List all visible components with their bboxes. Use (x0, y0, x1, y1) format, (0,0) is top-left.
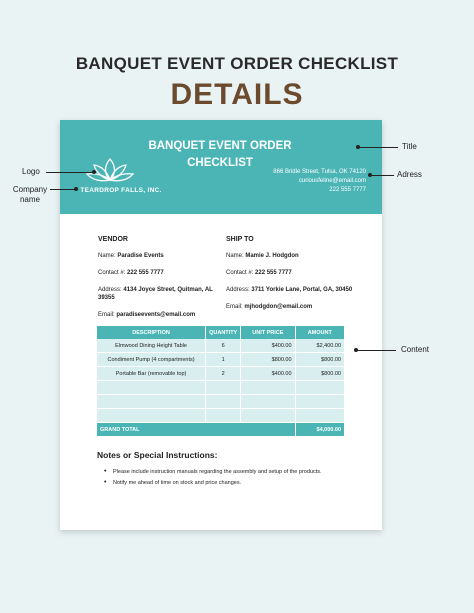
callout-company-dot (74, 187, 78, 191)
notes-list (104, 469, 364, 491)
vendor-name-row (98, 252, 228, 260)
cell-quantity (206, 409, 241, 423)
column-header: QUANTITY (206, 326, 241, 339)
cell-quantity: 1 (206, 353, 241, 367)
callout-logo-line (46, 172, 94, 173)
callout-company-line (50, 189, 76, 190)
ship-to-name-label: Name: (226, 253, 244, 259)
table-row (97, 409, 345, 423)
notes-title: Notes or Special Instructions: (97, 450, 218, 460)
cell-description (97, 381, 206, 395)
column-header: DESCRIPTION (97, 326, 206, 339)
cell-amount: $800.00 (295, 353, 344, 367)
callout-address-label: Adress (397, 170, 422, 179)
table-row (97, 367, 345, 381)
cell-description: Elmwood Dining Height Table (97, 339, 206, 353)
cell-unit-price: $400.00 (241, 367, 295, 381)
vendor-address-row (98, 286, 228, 302)
cell-description: Portable Bar (removable top) (97, 367, 206, 381)
table-row (97, 353, 345, 367)
callout-title-label: Title (402, 142, 417, 151)
note-item: • Notify me ahead of time on stock and price changes. (104, 480, 364, 486)
ship-to-email-row (226, 303, 356, 311)
callout-content-label: Content (401, 345, 430, 354)
cell-amount (295, 381, 344, 395)
callout-title-line (358, 147, 398, 148)
cell-quantity: 2 (206, 367, 241, 381)
document-banner (60, 120, 382, 214)
cell-amount (295, 395, 344, 409)
table-header-row (97, 326, 345, 339)
callout-address-line (370, 175, 394, 176)
vendor-heading: VENDOR (98, 236, 128, 243)
vendor-contact: 222 555 7777 (127, 270, 164, 276)
vendor-contact-label: Contact #: (98, 270, 126, 276)
page-subheading: DETAILS (170, 78, 304, 111)
callout-title-dot (356, 145, 360, 149)
address-email: curiousfeline@email.com (298, 178, 366, 184)
grand-total-label: GRAND TOTAL (97, 423, 295, 437)
vendor-address-label: Address: (98, 287, 122, 293)
ship-to-section (226, 236, 356, 320)
column-header: UNIT PRICE (241, 326, 295, 339)
vendor-email-row (98, 311, 228, 319)
vendor-name-label: Name: (98, 253, 116, 259)
grand-total-value: $4,000.00 (295, 423, 344, 437)
vendor-email: paradiseevents@email.com (116, 312, 196, 318)
cell-description (97, 409, 206, 423)
address-street: 866 Bridle Street, Tulsa, OK 74120 (273, 169, 366, 175)
address-phone: 222 555 7777 (329, 187, 366, 193)
table-row (97, 381, 345, 395)
cell-quantity (206, 395, 241, 409)
company-address (206, 168, 366, 195)
cell-amount (295, 409, 344, 423)
callout-logo-label: Logo (22, 167, 40, 176)
company-name: TEARDROP FALLS, INC. (80, 187, 162, 194)
cell-description (97, 395, 206, 409)
cell-description: Condiment Pump (4 compartments) (97, 353, 206, 367)
ship-to-name: Mamie J. Hodgdon (245, 253, 299, 259)
vendor-name: Paradise Events (117, 253, 164, 259)
ship-to-address-label: Address: (226, 287, 250, 293)
ship-to-name-row (226, 252, 356, 260)
cell-unit-price: $400.00 (241, 339, 295, 353)
ship-to-contact-label: Contact #: (226, 270, 254, 276)
callout-company-label: Company name (12, 185, 48, 204)
table-row (97, 339, 345, 353)
callout-address-dot (368, 173, 372, 177)
vendor-address: 4134 Joyce Street, Quitman, AL 39355 (98, 287, 213, 301)
cell-unit-price (241, 381, 295, 395)
document-title: BANQUET EVENT ORDER CHECKLIST (148, 140, 292, 169)
column-header: AMOUNT (295, 326, 344, 339)
document-preview (60, 120, 382, 530)
cell-amount: $800.00 (295, 367, 344, 381)
ship-to-address-row (226, 286, 356, 294)
ship-to-contact: 222 555 7777 (255, 270, 292, 276)
table-row (97, 395, 345, 409)
cell-quantity (206, 381, 241, 395)
vendor-section (98, 236, 228, 328)
callout-content-dot (354, 348, 358, 352)
cell-quantity: 6 (206, 339, 241, 353)
ship-to-heading: SHIP TO (226, 236, 254, 243)
vendor-contact-row (98, 269, 228, 277)
cell-amount: $2,400.00 (295, 339, 344, 353)
ship-to-email: mjhodgdon@email.com (244, 304, 313, 310)
callout-content-line (356, 350, 396, 351)
note-item: • Please include instruction manuals regarding the assembly and setup of the products. (104, 469, 364, 475)
ship-to-address: 3711 Yorkie Lane, Portal, GA, 30450 (251, 287, 353, 293)
grand-total-row (97, 423, 345, 437)
callout-logo-dot (92, 170, 96, 174)
order-items-table (97, 326, 345, 437)
cell-unit-price (241, 409, 295, 423)
ship-to-contact-row (226, 269, 356, 277)
cell-unit-price (241, 395, 295, 409)
ship-to-email-label: Email: (226, 304, 243, 310)
cell-unit-price: $800.00 (241, 353, 295, 367)
vendor-email-label: Email: (98, 312, 115, 318)
page-heading: BANQUET EVENT ORDER CHECKLIST (75, 54, 399, 73)
